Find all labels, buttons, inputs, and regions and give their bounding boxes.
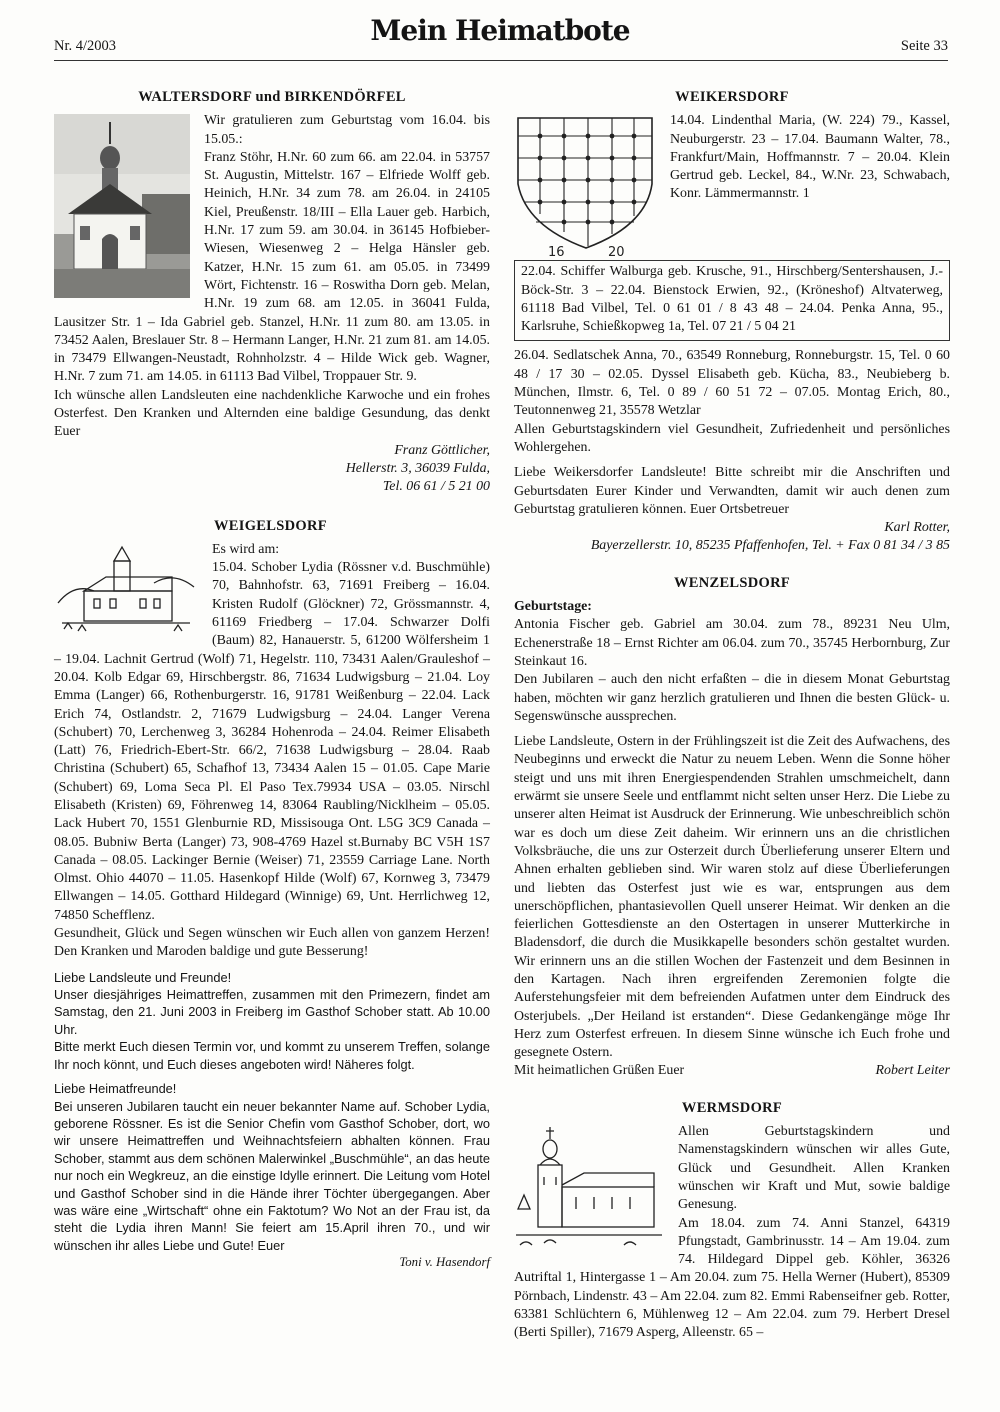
weigelsdorf-wish: Gesundheit, Glück und Segen wünschen wir Euch allen von ganzem Herzen! Den Kranken und Maroden baldige und gute Besserung! xyxy=(54,926,490,960)
issue-number: Nr. 4/2003 xyxy=(54,38,117,54)
chapel-illustration xyxy=(54,114,190,298)
weikersdorf-boxed-birthdays xyxy=(514,260,950,341)
weigelsdorf-p1: Unser diesjähriges Heimattreffen, zusammen mit den Primezern, findet am Samstag, den 21. Juni 2003 in Freiberg im Gasthof Schober statt. Ab 10.00 Uhr. xyxy=(54,987,490,1037)
weikersdorf-birthdays-1: 14.04. Lindenthal Maria, (W. 224) 79., Kassel, Neuburgerstr. 23 – 17.04. Baumann Walter, 78., Frankfurt/Main, Hoffmannstr. 7 – 20.04. Klein Gertrud geb. Leckel, 84., W.Nr. 23, Schwabach, Konr. Lämmermannstr. 1 xyxy=(670,113,950,202)
waltersdorf-intro: Wir gratulieren zum Geburtstag vom 16.04. bis 15.05.: xyxy=(204,113,490,147)
weigelsdorf-intro: Es wird am: xyxy=(212,541,280,557)
weigelsdorf-signature: Toni v. Hasendorf xyxy=(399,1255,490,1270)
masthead-title: Mein Heimatbote xyxy=(370,14,630,47)
wenzelsdorf-easter-letter: Liebe Landsleute, Ostern in der Frühlingszeit ist die Zeit des Aufwachens, des Neubeginns und erweckt die Natur zu neuem Leben. Wenn die Sonne höher steigt und uns mit ihren Energiespendenden Strahlen umschmeichelt, dann erwärmt sie unsere Seele und entflammt nicht selten unser Herz. Die Liebe zu unserer alten Heimat ist Ausdruck der Erinnerung. Wie unbeschreiblich schön war es doch um diese Zeit daheim. Wir erinnern uns an die christlichen Volksbräuche, die uns zur Osterzeit durch Überlieferung unserer Eltern und Ahnen erhalten geblieben sind. Wir waren stolz auf diese Überlieferungen und liebten das Osterfest just wie es war, entsprungen aus dem unerschöpflichen, phantasievollen Quell unserer Heimat. Wir denken an die feierlichen Gottesdienste an den Ostertagen in unserer Mutterkirche in Bladensdorf, die durch die Musikkapelle besonders schön gestaltet wurden. Wir erinnern uns an die stillen Wochen der Fastenzeit und dem Besinnen in den Kartagen. Nach ihren ergreifenden Zeremonien folgte die Auferstehungsfeier mit dem befreienden Aufatmen unter dem Eindruck des Osterjubels. „Der Heiland ist erstanden“. Diese Gedankengänge möge Ihr Herz zum Osterfest erfreuen. In diesem Sinne wünsche ich Euch frohe und gesegnete Ostern. xyxy=(514,734,950,1061)
weikersdorf-request: Liebe Weikersdorfer Landsleute! Bitte schreibt mir die Anschriften und Geburtsdaten Eurer Kinder und Verwandten, damit wir auch denen zum Geburtstag gratulieren können. Euer Ortsbetreuer xyxy=(514,465,950,517)
weigelsdorf-p1-title: Liebe Landsleute und Freunde! xyxy=(54,969,232,985)
wenzelsdorf-signature: Robert Leiter xyxy=(875,1063,950,1079)
wermsdorf-church-sketch xyxy=(514,1125,664,1249)
weikersdorf-signature-name: Karl Rotter, xyxy=(884,520,950,536)
crest-year-right: 20 xyxy=(608,245,625,257)
crest-year-left: 16 xyxy=(548,245,565,257)
wenzelsdorf-closing xyxy=(514,1062,950,1080)
coat-of-arms xyxy=(514,114,660,256)
waltersdorf-signature-name: Franz Göttlicher, xyxy=(394,442,490,458)
weikersdorf-wishes: Allen Geburtstagskindern viel Gesundheit, Zufriedenheit und persönliches Wohlergehen. xyxy=(514,421,950,455)
wenzelsdorf-heading: WENZELSDORF xyxy=(673,574,791,591)
church-sketch xyxy=(54,543,198,635)
page-number: Seite 33 xyxy=(900,38,948,54)
right-column xyxy=(514,88,950,1343)
waltersdorf-birthdays: Franz Stöhr, H.Nr. 60 zum 66. am 22.04. in 53757 St. Augustin, Mittelstr. 167 – Elfriede Wolff geb. Heinich, H.Nr. 34 zum 78. am 26.04. in 24105 Kiel, Preußenstr. 18/III – Ella Lauer geb. Harbich, H.Nr. 17 zum 59. am 30.04. in 36145 Hofbieber-Wiesen, Wiesenweg 2 – Helga Hänsler geb. Katzer, H.Nr. 15 zum 61. am 05.05. in 73499 Wört, Fichtenstr. 16 – Roswitha Dorn geb. Melan, H.Nr. 19 zum 68. am 12.05. in 36041 Fulda, Lausitzer Str. 1 – Ida Gabriel geb. Stanzel, H.Nr. 11 zum 80. am 13.05. in 73452 Aalen, Breslauer Str. 8 – Hermann Langer, H.Nr. 21 zum 81. am 14.05. in 73479 Ellwangen-Neustadt, Rohnholzstr. 4 – Hilde Wick geb. Wagner, H.Nr. 7 zum 71. am 14.05. in 61113 Bad Vilbel, Troppauer Str. 9. xyxy=(54,149,490,385)
wermsdorf-wishes: Allen Geburtstagskindern und Namenstagskindern wünschen wir alles Gute, Glück und Gesundheit. Allen Kranken wünschen wir Kraft und Mut, sowie baldige Genesung. xyxy=(678,1124,950,1213)
header-rule xyxy=(54,60,948,61)
weigelsdorf-p3-title: Liebe Heimatfreunde! xyxy=(54,1081,177,1097)
weigelsdorf-p2: Bitte merkt Euch diesen Termin vor, und kommt zu unserem Treffen, solange Ihr noch könnt, und Euch dieses angeboten wird! Näheres folgt. xyxy=(54,1039,490,1072)
waltersdorf-signature-address: Hellerstr. 3, 36039 Fulda, xyxy=(345,460,490,476)
weikersdorf-signature-address: Bayerzellerstr. 10, 85235 Pfaffenhofen, Tel. + Fax 0 81 34 / 3 85 xyxy=(590,538,950,554)
wenzelsdorf-congratulations: Den Jubilaren – auch den nicht erfaßten – die in diesem Monat Geburtstag haben, möchten wir ganz herzlich gratulieren und Ihnen die besten Glück- u. Segenswünsche aussprechen. xyxy=(514,672,950,724)
wenzelsdorf-birthdays: Antonia Fischer geb. Gabriel am 30.04. zum 78., 89231 Neu Ulm, Echenerstraße 18 – Ernst Richter am 06.04. zum 70., 35745 Herbornburg, Zur Steinkaut 16. xyxy=(514,617,950,669)
wenzelsdorf-subheading: Geburtstage: xyxy=(514,599,592,615)
weikersdorf-heading: WEIKERSDORF xyxy=(675,89,789,105)
weigelsdorf-announcement xyxy=(54,969,490,1272)
waltersdorf-closing: Ich wünsche allen Landsleuten eine nachdenkliche Karwoche und ein frohes Osterfest. Den Kranken und Alternden eine baldige Gesundung, das denkt Euer xyxy=(54,387,490,440)
weigelsdorf-birthdays: 15.04. Schober Lydia (Rössner v.d. Buschmühle) 70, Bahnhofstr. 63, 71691 Freiberg – 16.04. Kristen Rudolf (Glöckner) 72, Grössmannstr. 4, 61169 Friedberg – 17.04. Schwarzer Dolfi (Baum) 82, Hanauerstr. 5, 61200 Wölfersheim 1 – 19.04. Lachnit Gertrud (Wolf) 71, Hegelstr. 110, 73431 Aalen/Grauleshof – 20.04. Kolb Edgar 69, Hirschbergstr. 86, 71634 Ludwigsburg – 21.04. Loy Emma (Langer) 66, Rothenburgerstr. 16, 91781 Weißenburg – 22.04. Lack Erich 74, Ostlandstr. 2, 71679 Ludwigsburg – 24.04. Langer Verena (Schubert) 70, Lerchenweg 3, 36284 Hohenroda – 24.04. Reimer Elisabeth (Latt) 76, Friedrich-Ebert-Str. 66/2, 71638 Ludwigsburg – 28.04. Raab Christina (Schubert) 65, Schafhof 13, 73434 Aalen 15 – 01.05. Cape Marie (Schubert) 69, Loma Seca Pl. El Paso Tex.79934 USA – 03.05. Nirschl Elisabeth (Kristen) 69, Föhrenweg 14, 83064 Raubling/Nicklheim – 05.05. Lack Hubert 70, 1551 Glenburnie RD, Missisouga Ont. L5G 3C9 Canada – 08.05. Bubniw Berta (Langer) 73, 908-4769 Hazel st.Burnaby BC V5H 1S7 Canada – 08.05. Lackinger Bernie (Weiser) 71, 23559 Carriage Lane. North Olmst. Ohio 44070 – 11.05. Hasenkopf Hilde (Wolf) 67, Kornweg 3, 73479 Ellwangen – 14.05. Gotthard Hildegard (Winnige) 69, Unt. Herrlichweg 12, 74850 Schefflenz. xyxy=(54,560,490,923)
wenzelsdorf-greeting: Mit heimatlichen Grüßen Euer xyxy=(514,1063,685,1079)
weikersdorf-birthdays-2: 26.04. Sedlatschek Anna, 70., 63549 Ronneburg, Ronneburgstr. 15, Tel. 0 60 48 / 17 30 – 02.05. Dyssel Elisabeth geb. Kücha, 83., Neubieberg b. München, Ilmstr. 6, Tel. 0 89 / 60 51 72 – 07.05. Montag Erich, 80., Teutonnenweg 21, 35578 Wetzlar xyxy=(514,348,950,419)
wermsdorf-heading: WERMSDORF xyxy=(681,1099,783,1116)
weigelsdorf-p3: Bei unseren Jubilaren taucht ein neuer bekannter Name auf. Schober Lydia, geborene Rössner. Es ist die Senior Chefin vom Gasthof Schober, dort, wo wir unsere Heimattreffen und Weihnachtsfeiern abhalten können. Frau Schober, stammt aus dem schönen Malerwinkel „Buschmühle“, an das heute nur noch ein Wegkreuz, an die einstige Idylle erinnert. Die Leitung vom Hotel und Gasthof Schober sind in die Hände ihrer Töchter übergegangen. Aber was wäre eine „Wirtschaft“ ohne ein Faktotum? Wo Not an der Frau ist, da steht die Lydia ihren Mann! Sie feiert am 15.April ihren 70., und wir wünschen ihr alles Liebe und Gute! Euer xyxy=(54,1098,490,1253)
waltersdorf-signature-phone: Tel. 06 61 / 5 21 00 xyxy=(382,479,490,495)
left-column xyxy=(54,88,490,1272)
waltersdorf-heading: WALTERSDORF und BIRKENDÖRFEL xyxy=(138,89,406,105)
wermsdorf-birthdays: Am 18.04. zum 74. Anni Stanzel, 64319 Pfungstadt, Gambrinusstr. 14 – Am 19.04. zum 74. Hildegard Dippel geb. Köhler, 36326 Autriftal 1, Hintergasse 1 – Am 20.04. zum 75. Hella Werner (Hubert), 85309 Pörnbach, Lindenstr. 43 – Am 22.04. zum 82. Emmi Rabenseifner geb. Rotter, 63381 Schlüchtern 6, Mühlenweg 12 – Am 22.04. zum 79. Herbert Dresel (Berti Spiller), 71679 Asperg, Alleenstr. 65 – xyxy=(514,1215,950,1341)
weigelsdorf-heading: WEIGELSDORF xyxy=(214,517,327,534)
weikersdorf-box-text: 22.04. Schiffer Walburga geb. Krusche, 91., Hirschberg/Sentershausen, J.-Böck-Str. 3 – 22.04. Bienstock Erwien, 92., (Kröneshof) Altvaterweg, 61118 Bad Vilbel, Tel. 0 61 01 / 8 43 48 – 24.04. Penka Anna, 95., Karlsruhe, Schießkopweg 1a, Tel. 07 21 / 5 04 21 xyxy=(521,264,943,335)
